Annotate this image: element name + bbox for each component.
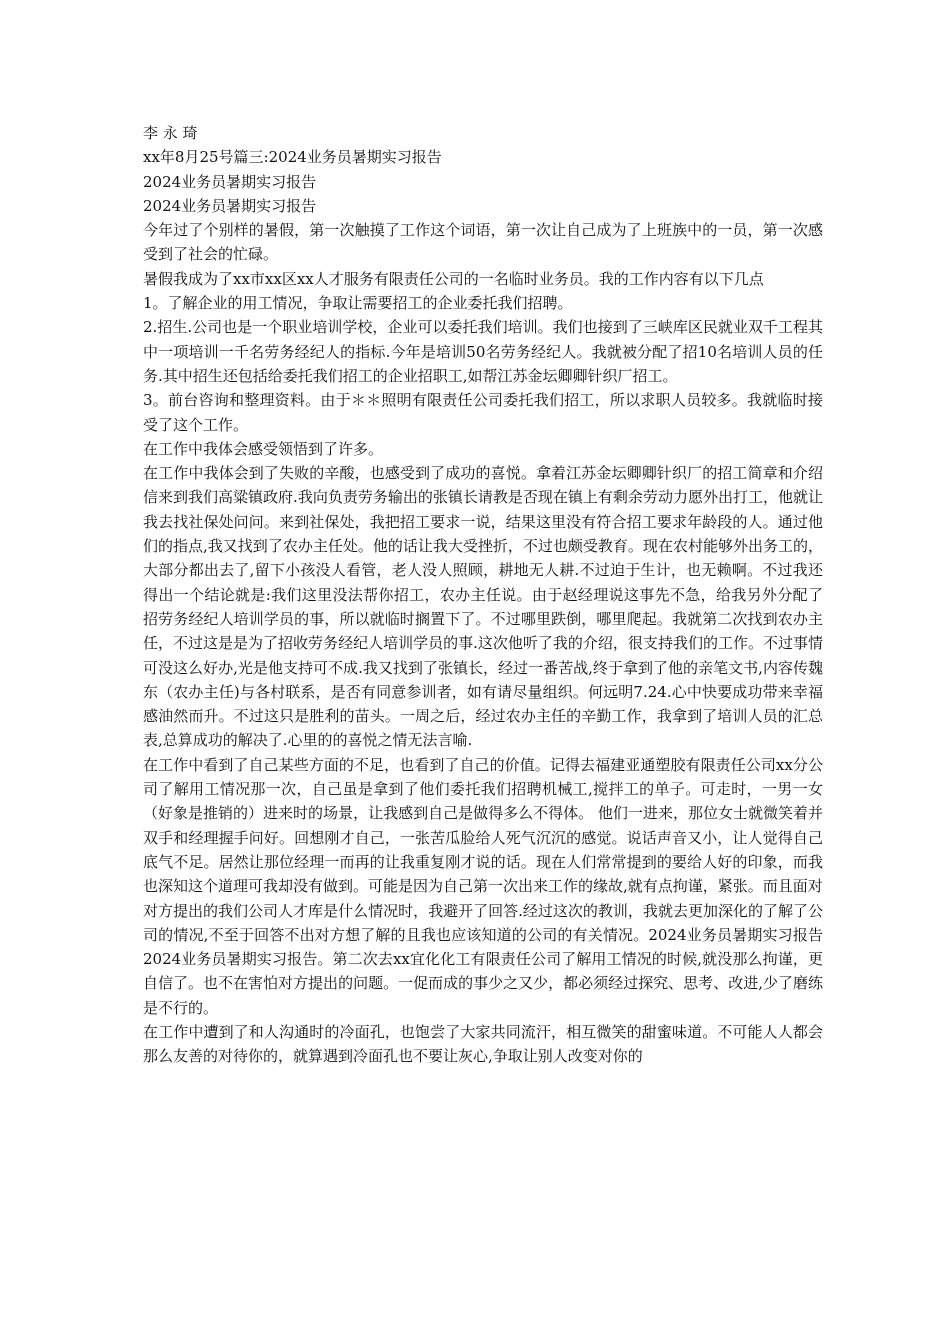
paragraph: 今年过了个别样的暑假，第一次触摸了工作这个词语，第一次让自己成为了上班族中的一员，第一次感受到了社会的忙碌。 xyxy=(143,221,823,264)
paragraph: 在工作中我体会到了失败的辛酸，也感受到了成功的喜悦。拿着江苏金坛卿卿针织厂的招工简章和介绍信来到我们高粱镇政府.我向负责劳务输出的张镇长请教是否现在镇上有剩余劳动力愿外出打工，他就让我去找社保处问问。来到社保处，我把招工要求一说，结果这里没有符合招工要求年龄段的人。通过他们的指点,我又找到了农办主任处。他的话让我大受挫折，不过也颇受教育。现在农村能够外出务工的，大部分都出去了,留下小孩没人看管，老人没人照顾，耕地无人耕.不过迫于生计，也无赖啊。不过我还得出一个结论就是:我们这里没法帮你招工，农办主任说。由于赵经理说这事先不急，给我另外分配了招劳务经纪人培训学员的事，所以就临时搁置下了。不过哪里跌倒，哪里爬起。我就第二次找到农办主任，不过这是是为了招收劳务经纪人培训学员的事.这次他听了我的介绍，很支持我们的工作。不过事情可没这么好办,光是他支持可不成.我又找到了张镇长，经过一番苦战,终于拿到了他的亲笔文书,内容传魏东（农办主任)与各村联系，是否有同意参训者，如有请尽量组织。何远明7.24.心中快要成功带来幸福感油然而升。不过这只是胜利的苗头。一周之后，经过农办主任的辛勤工作，我拿到了培训人员的汇总表,总算成功的解决了.心里的的喜悦之情无法言喻. xyxy=(143,464,823,750)
paragraph: 暑假我成为了xx市xx区xx人才服务有限责任公司的一名临时业务员。我的工作内容有以下几点 xyxy=(143,269,764,288)
paragraph: 2.招生.公司也是一个职业培训学校，企业可以委托我们培训。我们也接到了三峡库区民就业双千工程其中一项培训一千名劳务经纪人的指标.今年是培训50名劳务经纪人。我就被分配了招10名培训人员的任务.其中招生还包括给委托我们招工的企业招职工,如帮江苏金坛卿卿针织厂招工。 xyxy=(143,318,823,385)
document-page xyxy=(143,121,823,1069)
paragraph: 3。前台咨询和整理资料。由于＊＊照明有限责任公司委托我们招工，所以求职人员较多。我就临时接受了这个工作。 xyxy=(143,391,823,434)
paragraph: 在工作中我体会感受领悟到了许多。 xyxy=(143,439,384,458)
author-line: 李 永 琦 xyxy=(143,124,198,142)
report-title: 2024业务员暑期实习报告 xyxy=(143,172,317,191)
report-subtitle: 2024业务员暑期实习报告 xyxy=(143,196,317,215)
paragraph: 1。了解企业的用工情况，争取让需要招工的企业委托我们招聘。 xyxy=(143,294,573,313)
paragraph: 在工作中看到了自己某些方面的不足，也看到了自己的价值。记得去福建亚通塑胶有限责任公司xx分公司了解用工情况那一次，自己虽是拿到了他们委托我们招聘机械工,搅拌工的单子。可走时，一男一女（好象是推销的）进来时的场景，让我感到自己是做得多么不得体。 他们一进来，那位女士就微笑着并双手和经理握手问好。回想刚才自己，一张苦瓜脸给人死气沉沉的感觉。说话声音又小，让人觉得自己底气不足。居然让那位经理一而再的让我重复刚才说的话。现在人们常常提到的要给人好的印象，而我也深知这个道理可我却没有做到。可能是因为自己第一次出来工作的缘故,就有点拘谨，紧张。而且面对 xyxy=(143,755,823,896)
date-line: xx年8月25号篇三:2024业务员暑期实习报告 xyxy=(143,148,442,167)
paragraph: 在工作中遭到了和人沟通时的冷面孔，也饱尝了大家共同流汗，相互微笑的甜蜜味道。不可能人人都会那么友善的对待你的，就算遇到冷面孔也不要让灰心,争取让别人改变对你的 xyxy=(143,1022,823,1066)
paragraph: 对方提出的我们公司人才库是什么情况时，我避开了回答.经过这次的教训，我就去更加深化的了解了公司的情况,不至于回答不出对方想了解的且我也应该知道的公司的有关情况。2024业务员暑期实习报告2024业务员暑期实习报告。第二次去xx宜化化工有限责任公司了解用工情况的时候,就没那么拘谨，更自信了。也不在害怕对方提出的问题。一促而成的事少之又少，都必须经过探究、思考、改进,少了磨练是不行的。 xyxy=(143,901,823,1017)
